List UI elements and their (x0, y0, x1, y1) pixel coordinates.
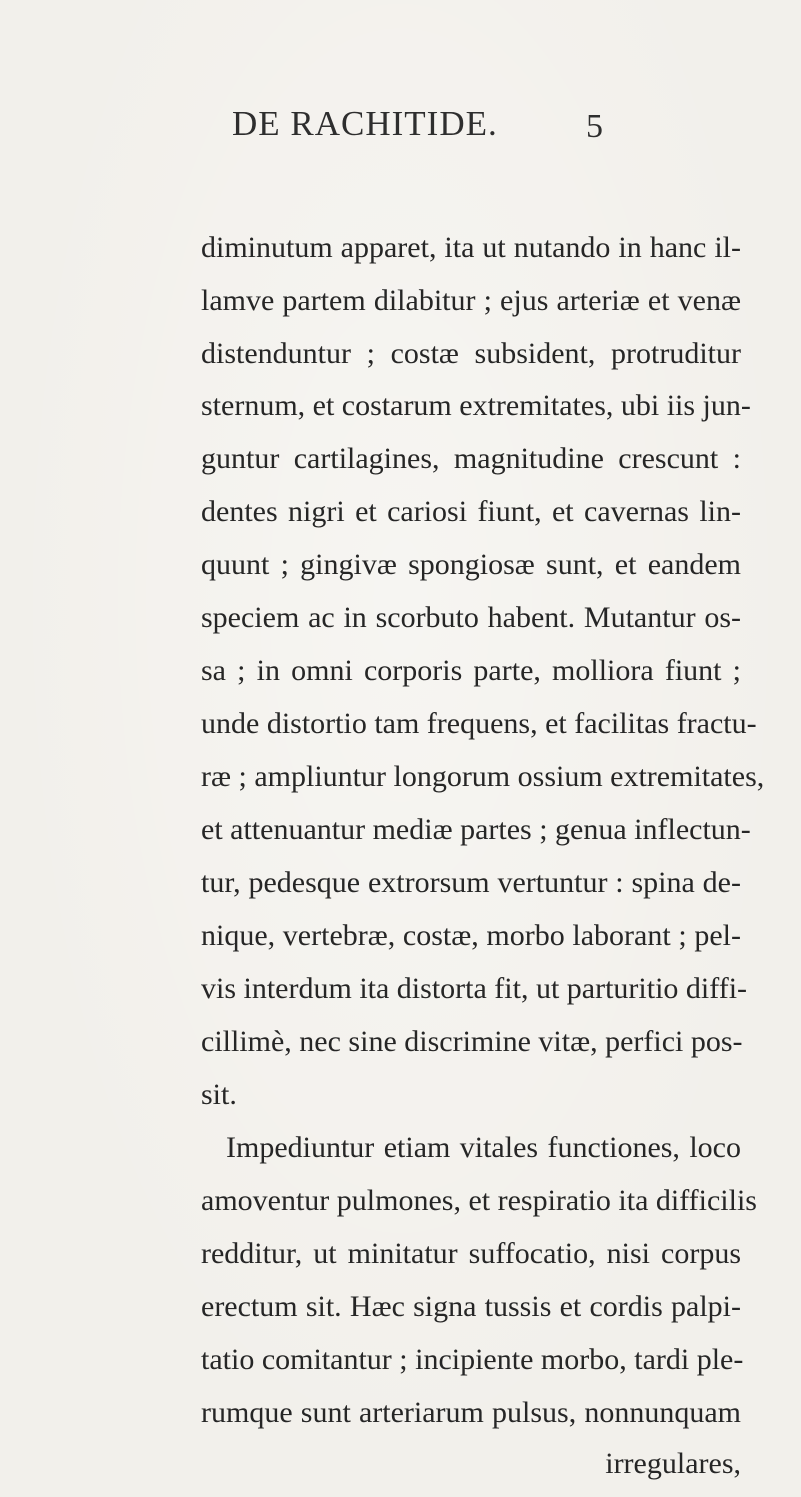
text-line: cillimè, nec sine discrimine vitæ, perfici pos- (201, 1025, 743, 1058)
text-line: lamve partem dilabitur ; ejus arteriæ et venæ (201, 284, 741, 317)
text-line: vis interdum ita distorta fit, ut parturitio diffi- (201, 972, 748, 1005)
page-number: 5 (586, 108, 603, 145)
text-line: sternum, et costarum extremitates, ubi iis jun- (201, 389, 751, 422)
text-line: nique, vertebræ, costæ, morbo laborant ; pel- (201, 919, 741, 952)
text-line: unde distortio tam frequens, et facilitas fractu- (201, 707, 757, 740)
text-line: quunt ; gingivæ spongiosæ sunt, et eandem (201, 548, 741, 581)
text-line: erectum sit. Hæc signa tussis et cordis palpi- (201, 1290, 741, 1323)
text-line: sit. (201, 1078, 237, 1111)
text-line: tur, pedesque extrorsum vertuntur : spina de- (201, 866, 741, 899)
text-line: tatio comitantur ; incipiente morbo, tardi ple- (201, 1343, 744, 1376)
paragraph-first-line: Impediuntur etiam vitales functiones, loco (226, 1131, 741, 1164)
text-line: et attenuantur mediæ partes ; genua inflectun- (201, 813, 751, 846)
text-line: ræ ; ampliuntur longorum ossium extremitates, (201, 760, 765, 793)
catchword: irregulares, (605, 1447, 741, 1480)
text-line: guntur cartilagines, magnitudine crescunt : (201, 442, 741, 475)
text-line: speciem ac in scorbuto habent. Mutantur os- (201, 601, 741, 634)
running-title: DE RACHITIDE. (232, 104, 498, 143)
text-line: dentes nigri et cariosi fiunt, et cavernas lin- (201, 495, 741, 528)
text-line: amoventur pulmones, et respiratio ita difficilis (201, 1184, 757, 1217)
text-line: distenduntur ; costæ subsident, protruditur (201, 337, 741, 370)
text-line: sa ; in omni corporis parte, molliora fiunt ; (201, 654, 741, 687)
text-line: redditur, ut minitatur suffocatio, nisi corpus (201, 1237, 741, 1270)
text-line: rumque sunt arteriarum pulsus, nonnunquam (201, 1396, 741, 1429)
text-line: diminutum apparet, ita ut nutando in hanc il- (201, 231, 741, 264)
